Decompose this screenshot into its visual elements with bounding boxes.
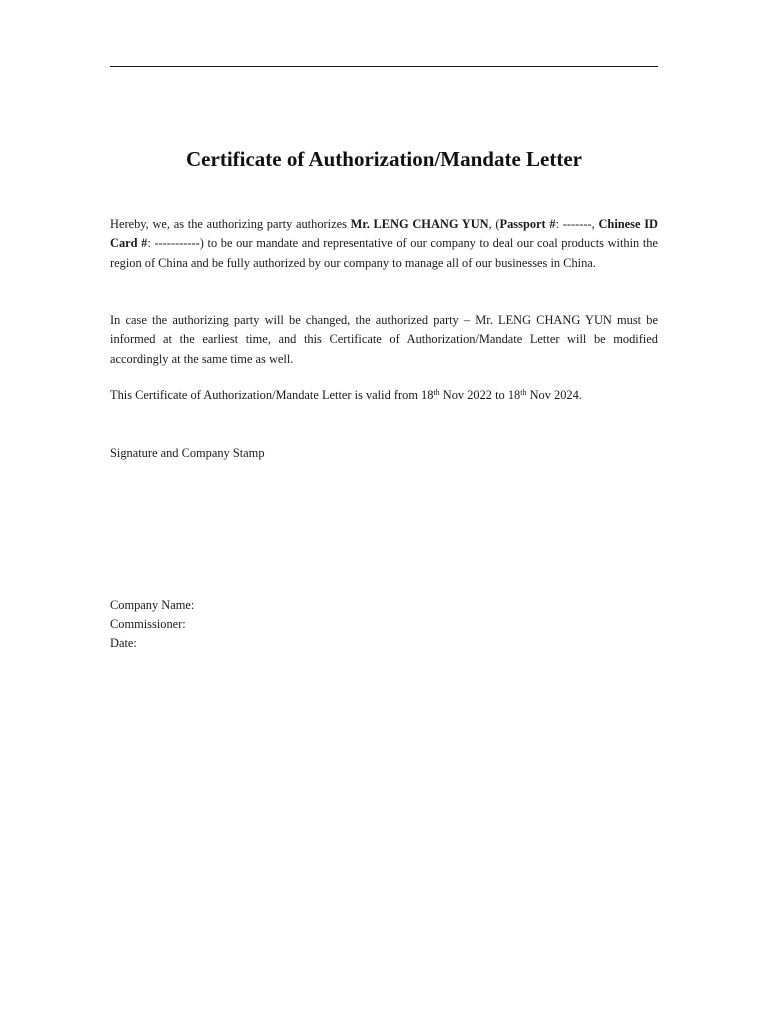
paragraph-authorization xyxy=(110,215,658,273)
text-run: Nov 2024. xyxy=(526,388,582,402)
ordinal-suffix: th xyxy=(433,388,440,397)
signature-label: Signature and Company Stamp xyxy=(110,446,265,460)
text-run: : -----------) to be our mandate and representative of our company to deal our coal products within the region of China and be fully authorized by our company to manage all of our businesses in China. xyxy=(110,236,658,270)
commissioner-field: Commissioner: xyxy=(110,617,186,631)
text-run: : -------, xyxy=(555,217,599,231)
text-run: This Certificate of Authorization/Mandate Letter is valid from 18 xyxy=(110,388,434,402)
bold-text: Mr. LENG CHANG YUN xyxy=(350,217,489,231)
date-field: Date: xyxy=(110,636,137,650)
text-run: Nov 2022 to 18 xyxy=(439,388,521,402)
text-run: Hereby, we, as the authorizing party authorizes xyxy=(110,217,351,231)
ordinal-suffix: th xyxy=(520,388,527,397)
company-name-field: Company Name: xyxy=(110,598,195,612)
document-title: Certificate of Authorization/Mandate Letter xyxy=(186,147,582,171)
bold-text: # xyxy=(549,217,556,231)
bold-text: # xyxy=(141,236,148,251)
bold-text: Passport xyxy=(499,217,546,231)
text-run: In case the authorizing party will be changed, the authorized party – Mr. LENG CHANG YUN must be informed at the earliest time, and this Certificate of Authorization/Mandate Letter will be modified accordingly at the same time as well. xyxy=(110,313,658,366)
paragraph-validity xyxy=(110,386,658,405)
paragraph-change-notice xyxy=(110,311,658,369)
header-rule xyxy=(110,66,658,67)
bold-text: Chinese ID Card xyxy=(110,217,658,251)
text-run: , ( xyxy=(488,217,500,231)
signature-area xyxy=(110,470,410,590)
